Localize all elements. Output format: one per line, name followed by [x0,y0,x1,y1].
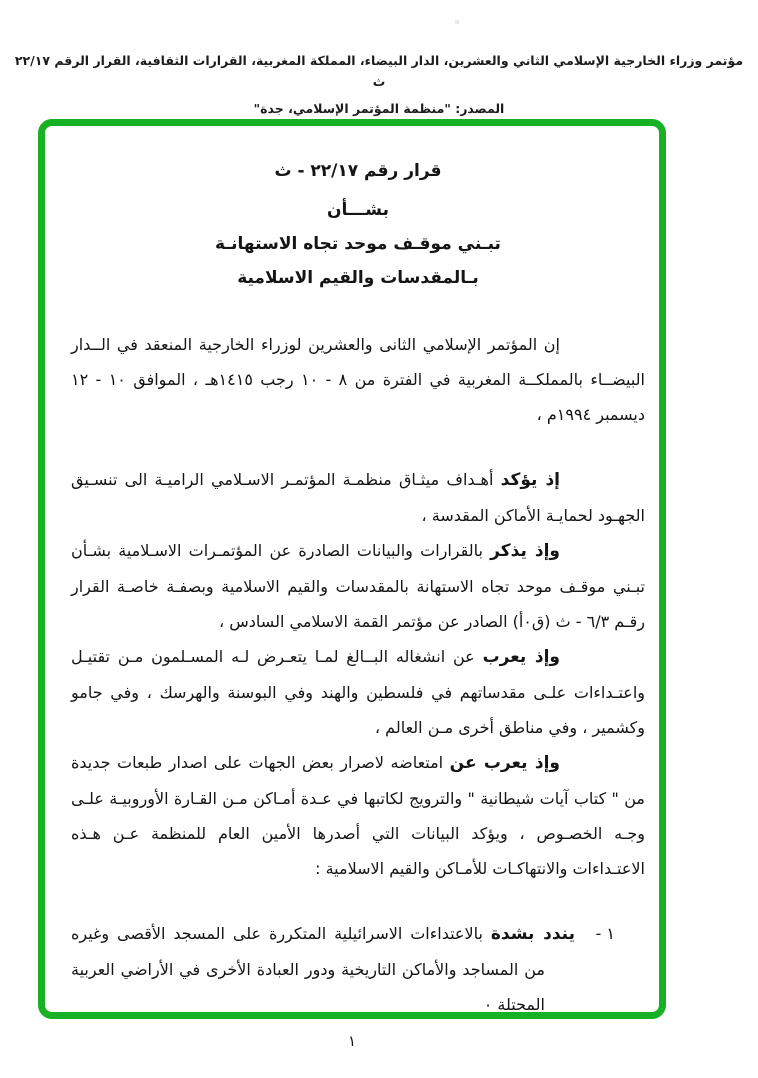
item-text [71,916,575,1022]
item-body: بالاعتداءات الاسرائيلية المتكررة على المسجد الأقصى وغيره من المساجد والأماكن التاريخية ودور العبادة الأخرى في الأراضي العربية المحتلة ٠ [71,924,545,1014]
clause-paragraph [71,462,645,533]
numbered-item-1 [71,916,645,1022]
paragraph-text: امتعاضه لاصرار بعض الجهات على اصدار طبعات جديدة من " كتاب آيات شيطانية " والترويج لكاتبها في عـدة أمـاكن مـن القـارة الأوروبيـة علـى وجـه الخصـوص ، ويؤكد البيانات التي أصدرها الأمين العام للمنظمة عـن هـذه الاعتـداءات والانتهاكـات للأمـاكن والقيم الاسلامية : [71,753,645,878]
header-conference-line: مؤتمر وزراء الخارجية الإسلامي الثاني والعشرين، الدار البيضاء، المملكة المغربية، القرارات الثقافية، القرار الرقم ٢٢/١٧ ث [14,53,744,89]
document-source-header [14,50,744,119]
clause-paragraph [71,745,645,886]
clause-lead: وإذ يعرب [482,647,560,667]
clause-paragraph [71,639,645,745]
item-number: ١ - [595,924,615,943]
resolution-title-block [71,154,645,295]
resolution-number-line: قرار رقم ٢٢/١٧ - ث [274,161,442,181]
paragraph-text: إن المؤتمر الإسلامي الثانى والعشرين لوزراء الخارجية المنعقد في الــدار البيضــاء بالمملكــة المغربية في الفترة من ٨ - ١٠ رجب ١٤١٥هـ ، الموافق ١٠ - ١٢ ديسمبر ١٩٩٤م ، [71,335,645,424]
scan-artifact-speck [455,20,459,24]
item-lead: يندد بشدة [490,924,575,944]
clause-lead: إذ يؤكد [500,470,560,490]
paragraph-text: بالقرارات والبيانات الصادرة عن المؤتمـرات الاسـلامية بشـأن تبـني موقـف موحد تجاه الاستهانة بالمقدسات والقيم الاسلامية وبصفـة خاصـة القرار رقـم ٦/٣ - ث (ق٠أ) الصادر عن مؤتمر القمة الاسلامي السادس ، [71,541,645,631]
clause-lead: وإذ يعرب عن [449,753,560,773]
numbered-items [71,916,645,1022]
green-border-frame [38,119,666,1019]
page-number: ١ [347,1032,357,1050]
title-regarding-line: بشـــأن [326,200,389,220]
preamble-paragraph [71,327,645,432]
title-subject-line-1: تبـني موقـف موحد تجاه الاستهانـة [215,234,501,254]
paragraph-text: أهـداف ميثـاق منظمـة المؤتمـر الاسـلامي الراميـة الى تنسـيق الجهـود لحمايـة الأماكن المقدسة ، [71,470,645,525]
paragraph-text: عن انشغاله البــالغ لمـا يتعـرض لـه المسـلمون مـن تقتيـل واعتـداءات علـى مقدساتهم في فلسطين والهند وفي البوسنة والهرسك ، وفي جامو وكشمير ، وفي مناطق أخرى مـن العالم ، [71,647,645,737]
document-content [45,126,659,1022]
header-source-line: المصدر: "منظمة المؤتمر الإسلامي، جدة" [253,101,505,116]
title-subject-line-2: بـالمقدسات والقيم الاسلامية [237,268,479,288]
resolution-body [71,327,645,1022]
clause-lead: وإذ يذكر [490,541,560,561]
clause-paragraph [71,533,645,639]
